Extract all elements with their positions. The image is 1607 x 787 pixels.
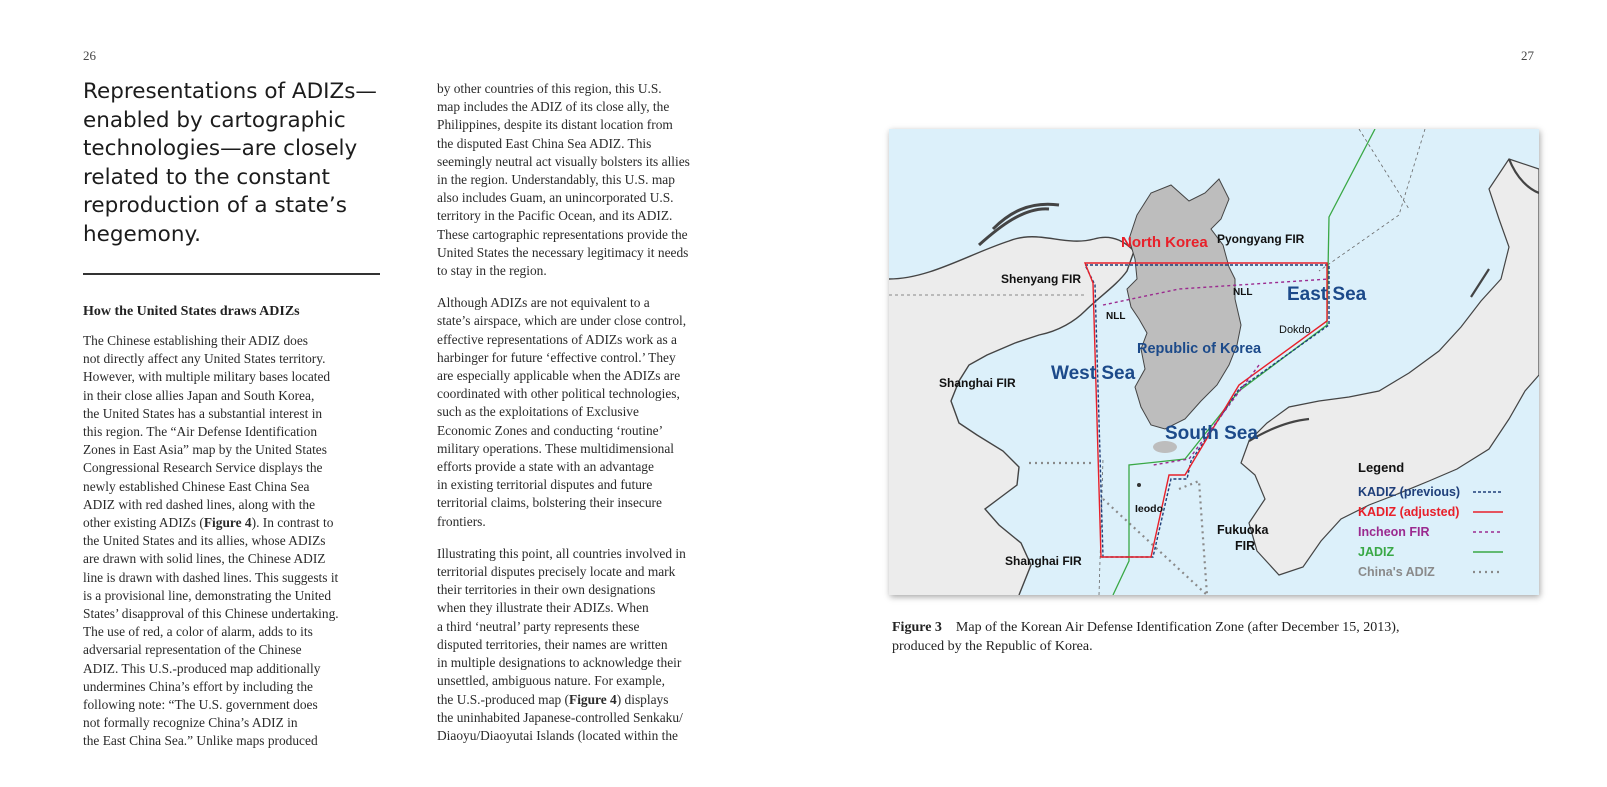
page-number-left: 26	[83, 48, 96, 63]
text-run: the U.S.-produced map (	[437, 691, 570, 707]
caption-text: Map of the Korean Air Defense Identification Zone (after December 15, 2013),	[955, 620, 1400, 635]
pull-quote-line: related to the constant	[83, 164, 330, 190]
pull-quote-line: Representations of ADIZs—	[83, 79, 377, 104]
pull-quote-line: hegemony.	[83, 221, 201, 247]
text-line: when they illustrate their ADIZs. When	[437, 600, 649, 616]
text-line: Philippines, despite its distant location from	[437, 117, 673, 133]
map-label-ieodo: Ieodo	[1135, 503, 1163, 515]
text-line: are especially applicable when the ADIZs are	[437, 368, 681, 384]
text-line: a third ‘neutral’ party represents these	[437, 618, 640, 634]
text-line: line is drawn with dashed lines. This suggests it	[83, 569, 339, 585]
text-line: seemingly neutral act visually bolsters its allies	[437, 153, 690, 169]
text-line: Zones in East Asia” map by the United States	[83, 442, 327, 458]
map-label-shenyang-fir: Shenyang FIR	[1001, 272, 1082, 286]
text-line: However, with multiple military bases located	[83, 369, 331, 385]
text-line: Economic Zones and conducting ‘routine’	[437, 422, 664, 438]
ieodo-point	[1137, 483, 1141, 487]
kadiz-map-figure	[889, 129, 1539, 595]
text-line: the United States and its allies, whose ADIZs	[83, 533, 326, 549]
text-line: ADIZ. This U.S.-produced map additionally	[83, 660, 321, 676]
text-line: effective representations of ADIZs work as a	[437, 331, 677, 347]
page-number-right: 27	[1521, 48, 1534, 63]
figure-reference: Figure 4	[203, 515, 252, 531]
text-line	[83, 514, 383, 532]
text-line: this region. The “Air Defense Identification	[83, 424, 318, 440]
text-line: The use of red, a color of alarm, adds to its	[83, 624, 313, 640]
legend-title: Legend	[1358, 460, 1405, 475]
section-heading: How the United States draws ADIZs	[83, 304, 300, 319]
paragraph	[437, 545, 737, 745]
text-line: are drawn with solid lines, the Chinese ADIZ	[83, 551, 326, 567]
text-line: state’s airspace, which are under close control,	[437, 313, 687, 329]
text-run: ). In contrast to	[251, 515, 334, 531]
pull-quote	[83, 78, 383, 249]
pull-quote-line: reproduction of a state’s	[83, 193, 347, 218]
map-label-nll-west: NLL	[1106, 311, 1126, 322]
text-line: military operations. These multidimensional	[437, 440, 675, 456]
text-line: Although ADIZs are not equivalent to a	[437, 295, 650, 311]
text-line: to stay in the region.	[437, 263, 547, 279]
text-line: ADIZ with red dashed lines, along with the	[83, 496, 316, 512]
text-line: territory in the Pacific Ocean, and its ADIZ.	[437, 208, 673, 224]
map-label-fukuoka-fir: FIR	[1235, 539, 1256, 553]
text-line: The Chinese establishing their ADIZ does	[83, 333, 308, 348]
text-line: such as the exploitations of Exclusive	[437, 404, 639, 420]
legend-item-kadiz-adjusted: KADIZ (adjusted)	[1358, 505, 1460, 519]
kadiz-map	[889, 129, 1539, 595]
text-line: Diaoyu/Diaoyutai Islands (located within the	[437, 727, 678, 743]
legend-item-jadiz: JADIZ	[1358, 545, 1395, 559]
text-line: is a provisional line, demonstrating the United	[83, 587, 332, 603]
map-label-fukuoka: Fukuoka	[1217, 523, 1269, 537]
text-line: not formally recognize China’s ADIZ in	[83, 715, 298, 731]
body-column-1	[83, 332, 383, 751]
text-run: ) displays	[616, 691, 669, 707]
text-line: Congressional Research Service displays the	[83, 460, 323, 476]
text-line: undermines China’s effort by including the	[83, 678, 313, 694]
legend-item-incheon-fir: Incheon FIR	[1358, 525, 1430, 539]
map-label-nll-east: NLL	[1233, 287, 1253, 298]
text-line: newly established Chinese East China Sea	[83, 478, 310, 494]
text-line: efforts provide a state with an advantage	[437, 459, 654, 475]
text-line: also includes Guam, an unincorporated U.S.	[437, 190, 674, 206]
text-line: by other countries of this region, this U.S.	[437, 81, 662, 96]
caption-line: produced by the Republic of Korea.	[892, 639, 1093, 654]
text-line: adversarial representation of the Chinese	[83, 642, 302, 658]
text-line: not directly affect any United States territory.	[83, 351, 326, 367]
pull-quote-line: technologies—are closely	[83, 136, 358, 161]
figure-reference: Figure 4	[569, 691, 617, 707]
map-label-shanghai-fir-bottom: Shanghai FIR	[1005, 554, 1082, 568]
caption-line	[892, 618, 1399, 637]
paragraph	[437, 294, 737, 531]
map-label-dokdo: Dokdo	[1279, 324, 1311, 336]
text-line: following note: “The U.S. government does	[83, 697, 318, 713]
map-label-north-korea: North Korea	[1121, 234, 1208, 251]
map-label-east-sea: East Sea	[1287, 284, 1367, 305]
text-line: in the region. Understandably, this U.S. map	[437, 172, 675, 188]
figure-label: Figure 3	[892, 620, 942, 635]
text-line: harbinger for future ‘effective control.’ They	[437, 349, 676, 365]
divider-rule	[83, 273, 380, 275]
figure-caption	[892, 618, 1399, 656]
text-line: the United States has a substantial interest in	[83, 405, 323, 421]
text-line: territorial claims, bolstering their insecure	[437, 495, 662, 511]
text-line: in their close allies Japan and South Korea,	[83, 387, 315, 403]
legend-item-china-adiz: China's ADIZ	[1358, 565, 1435, 579]
text-line: territorial disputes precisely locate and mark	[437, 564, 676, 580]
paragraph	[437, 80, 737, 280]
text-line: the disputed East China Sea ADIZ. This	[437, 135, 652, 151]
text-line: the East China Sea.” Unlike maps produced	[83, 733, 318, 749]
text-run: other existing ADIZs (	[83, 515, 204, 531]
text-line: map includes the ADIZ of its close ally, the	[437, 99, 670, 115]
text-line: United States the necessary legitimacy it needs	[437, 244, 689, 260]
text-line: States’ disapproval of this Chinese undertaking.	[83, 606, 339, 622]
pull-quote-line: enabled by cartographic	[83, 107, 346, 133]
text-line	[437, 691, 737, 709]
text-line: Illustrating this point, all countries involved in	[437, 545, 686, 561]
text-line: frontiers.	[437, 513, 486, 529]
map-label-republic-of-korea: Republic of Korea	[1137, 341, 1262, 357]
map-label-shanghai-fir-top: Shanghai FIR	[939, 376, 1016, 390]
map-label-pyongyang-fir: Pyongyang FIR	[1217, 232, 1305, 246]
text-line: These cartographic representations provide the	[437, 226, 688, 242]
body-column-2	[437, 80, 737, 745]
text-line: the uninhabited Japanese-controlled Senkaku/	[437, 709, 683, 725]
text-line: in existing territorial disputes and future	[437, 477, 653, 493]
text-line: coordinated with other political technologies,	[437, 386, 680, 402]
map-label-south-sea: South Sea	[1165, 423, 1258, 444]
map-label-west-sea: West Sea	[1051, 363, 1136, 384]
text-line: in multiple designations to acknowledge their	[437, 655, 682, 671]
text-line: their territories in their own designations	[437, 582, 656, 598]
text-line: disputed territories, their names are written	[437, 636, 668, 652]
legend-item-kadiz-previous: KADIZ (previous)	[1358, 485, 1461, 499]
text-line: unsettled, ambiguous nature. For example,	[437, 673, 665, 689]
